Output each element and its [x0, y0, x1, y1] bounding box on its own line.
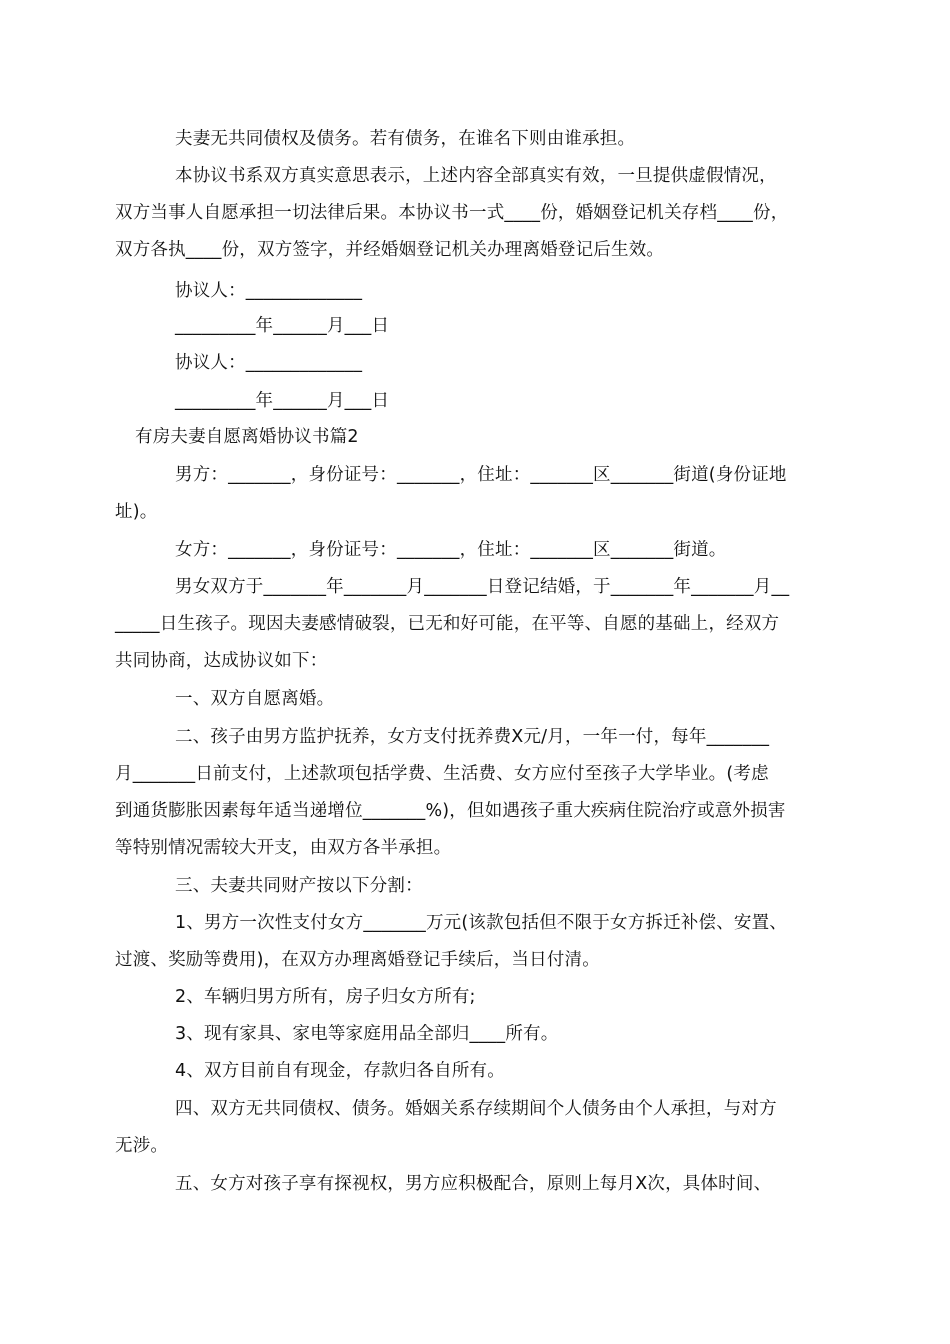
clause-line: 3、现有家具、家电等家庭用品全部归____所有。: [175, 1024, 559, 1044]
text-line: 本协议书系双方真实意思表示，上述内容全部真实有效，一旦提供虚假情况，: [175, 166, 777, 186]
text-line: 址)。: [115, 502, 158, 522]
clause-line: 一、双方自愿离婚。: [175, 689, 335, 709]
text-line: _____日生孩子。现因夫妻感情破裂，已无和好可能，在平等、自愿的基础上，经双方: [115, 614, 780, 634]
clause-line: 二、孩子由男方监护抚养，女方支付抚养费X元/月，一年一付，每年_______: [175, 727, 770, 747]
text-line: 到通货膨胀因素每年适当递增位_______%)，但如遇孩子重大疾病住院治疗或意外损害: [115, 801, 786, 821]
text-line: 双方各执____份，双方签字，并经婚姻登记机关办理离婚登记后生效。: [115, 240, 665, 260]
text-line: 女方：_______，身份证号：_______，住址：_______区_______街道。: [175, 540, 727, 560]
signature-line: 协议人：_____________: [175, 353, 363, 373]
text-line: 共同协商，达成协议如下：: [115, 651, 328, 671]
date-line: _________年______月___日: [175, 391, 390, 411]
clause-line: 1、男方一次性支付女方_______万元(该款包括但不限于女方拆迁补偿、安置、: [175, 913, 788, 933]
section-heading: 有房夫妻自愿离婚协议书篇2: [135, 427, 359, 447]
text-line: 双方当事人自愿承担一切法律后果。本协议书一式____份，婚姻登记机关存档____份，: [115, 203, 789, 223]
clause-line: 四、双方无共同债权、债务。婚姻关系存续期间个人债务由个人承担，与对方: [175, 1099, 777, 1119]
text-line: 等特别情况需较大开支，由双方各半承担。: [115, 838, 452, 858]
text-line: 月_______日前支付，上述款项包括学费、生活费、女方应付至孩子大学毕业。(考虑: [115, 764, 769, 784]
text-line: 夫妻无共同债权及债务。若有债务，在谁名下则由谁承担。: [175, 129, 636, 149]
text-line: 过渡、奖励等费用)，在双方办理离婚登记手续后，当日付清。: [115, 950, 600, 970]
signature-line: 协议人：_____________: [175, 281, 363, 301]
clause-line: 4、双方目前自有现金，存款归各自所有。: [175, 1061, 505, 1081]
clause-line: 三、夫妻共同财产按以下分割：: [175, 876, 423, 896]
text-line: 男方：_______，身份证号：_______，住址：_______区_______街道(身份证地: [175, 465, 787, 485]
clause-line: 五、女方对孩子享有探视权，男方应积极配合，原则上每月X次，具体时间、: [175, 1174, 772, 1194]
text-line: 无涉。: [115, 1136, 169, 1156]
clause-line: 2、车辆归男方所有，房子归女方所有;: [175, 987, 476, 1007]
text-line: 男女双方于_______年_______月_______日登记结婚，于_______年_______月__: [175, 577, 790, 597]
date-line: _________年______月___日: [175, 316, 390, 336]
